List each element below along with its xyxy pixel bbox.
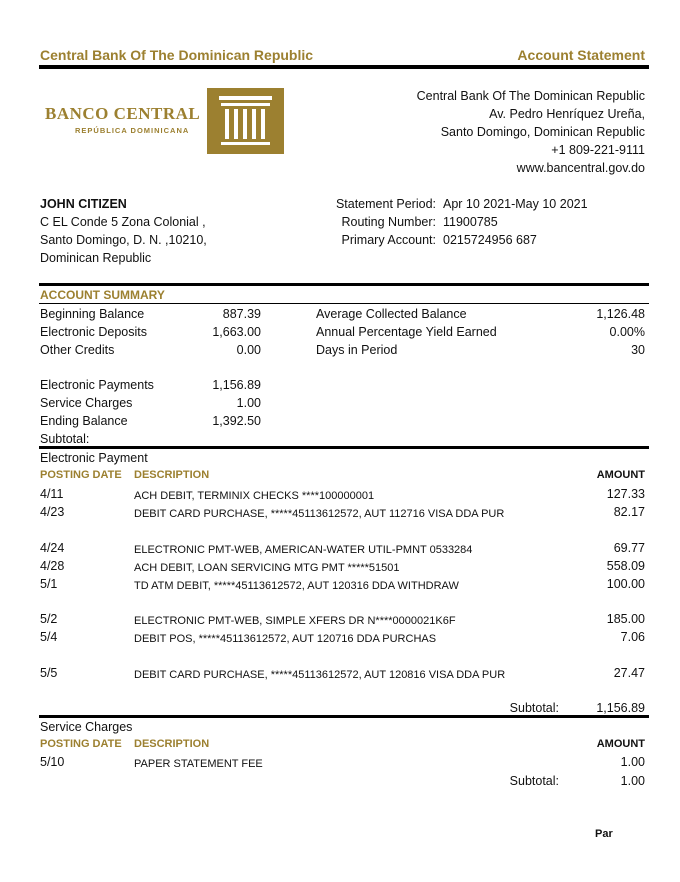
summary-label: Other Credits (40, 343, 115, 357)
description: DEBIT CARD PURCHASE, *****45113612572, AUT 112716 VISA DDA PUR (134, 508, 505, 520)
document-title: Account Statement (517, 47, 645, 63)
subtotal-value: 1.00 (620, 774, 645, 788)
electronic-section-title: Electronic Payment (40, 451, 148, 465)
amount: 100.00 (606, 577, 645, 591)
posting-date: 4/11 (40, 487, 64, 501)
summary-value: 1,392.50 (212, 414, 261, 428)
posting-date: 5/5 (40, 666, 58, 680)
posting-date: 5/2 (40, 612, 58, 626)
description: TD ATM DEBIT, *****45113612572, AUT 120316 DDA WITHDRAW (134, 580, 459, 592)
summary-label: Service Charges (40, 396, 133, 410)
customer-address-line: Santo Domingo, D. N. ,10210, (40, 233, 207, 247)
customer-block (40, 195, 207, 267)
col-amount: AMOUNT (596, 469, 645, 481)
customer-address-line: C EL Conde 5 Zona Colonial , (40, 215, 206, 229)
description: ELECTRONIC PMT-WEB, AMERICAN-WATER UTIL-PMNT 0533284 (134, 544, 473, 556)
summary-label: Annual Percentage Yield Earned (316, 325, 497, 339)
amount: 69.77 (613, 541, 645, 555)
bank-title: Central Bank Of The Dominican Republic (40, 47, 314, 63)
service-subtotal-row (0, 772, 680, 790)
summary-label: Electronic Payments (40, 378, 154, 392)
table-row (0, 610, 680, 628)
bank-address-line: Santo Domingo, Dominican Republic (440, 125, 645, 139)
summary-title-rule (39, 303, 649, 304)
logo-subtitle: REPÚBLICA DOMINICANA (75, 126, 190, 135)
service-section-title: Service Charges (40, 720, 133, 734)
subtotal-value: 1,156.89 (596, 701, 645, 715)
summary-top-rule (39, 283, 649, 286)
statement-period-label: Statement Period: (335, 197, 436, 211)
summary-value: 887.39 (222, 307, 261, 321)
bank-address-line: Central Bank Of The Dominican Republic (416, 89, 645, 103)
account-summary-title: ACCOUNT SUMMARY (40, 288, 165, 302)
table-row (0, 575, 680, 593)
description: DEBIT POS, *****45113612572, AUT 120716 DDA PURCHAS (134, 633, 437, 645)
table-row (0, 539, 680, 557)
table-row (0, 503, 680, 521)
subtotal-label: Subtotal: (509, 774, 559, 788)
bank-website: www.bancentral.gov.do (516, 161, 645, 175)
table-row (0, 557, 680, 575)
summary-value: 30 (631, 343, 645, 357)
page-label: Par (595, 828, 613, 840)
table-row (0, 664, 680, 682)
col-amount: AMOUNT (596, 738, 645, 750)
description: ACH DEBIT, LOAN SERVICING MTG PMT *****51501 (134, 562, 400, 574)
col-posting-date: POSTING DATE (40, 738, 122, 750)
posting-date: 4/24 (40, 541, 65, 555)
summary-value: 1,156.89 (212, 378, 261, 392)
summary-value: 1,126.48 (596, 307, 645, 321)
logo-name: BANCO CENTRAL (45, 104, 201, 123)
table-row (0, 485, 680, 503)
logo (45, 104, 200, 135)
summary-label: Electronic Deposits (40, 325, 147, 339)
description: PAPER STATEMENT FEE (134, 758, 263, 770)
summary-label: Days in Period (316, 343, 398, 357)
amount: 185.00 (606, 612, 645, 626)
summary-value: 0.00% (609, 325, 645, 339)
description: ACH DEBIT, TERMINIX CHECKS ****100000001 (134, 490, 375, 502)
col-description: DESCRIPTION (134, 738, 210, 750)
summary-value: 1.00 (236, 396, 261, 410)
summary-label: Subtotal: (40, 432, 90, 446)
summary-label: Average Collected Balance (316, 307, 467, 321)
bank-phone: +1 809-221-9111 (551, 143, 645, 157)
primary-account-label: Primary Account: (341, 233, 436, 247)
summary-label: Beginning Balance (40, 307, 145, 321)
subtotal-label: Subtotal: (509, 701, 559, 715)
description: DEBIT CARD PURCHASE, *****45113612572, AUT 120816 VISA DDA PUR (134, 669, 506, 681)
amount: 82.17 (613, 505, 645, 519)
posting-date: 4/23 (40, 505, 65, 519)
statement-info (300, 195, 640, 249)
summary-value: 1,663.00 (212, 325, 261, 339)
header-rule (39, 65, 649, 69)
routing-number-value: 11900785 (443, 215, 498, 229)
posting-date: 5/4 (40, 630, 58, 644)
amount: 127.33 (606, 487, 645, 501)
posting-date: 4/28 (40, 559, 65, 573)
bank-address (417, 87, 645, 177)
bank-address-line: Av. Pedro Henríquez Ureña, (489, 107, 645, 121)
routing-number-label: Routing Number: (341, 215, 436, 229)
col-posting-date: POSTING DATE (40, 469, 122, 481)
posting-date: 5/10 (40, 755, 65, 769)
amount: 7.06 (620, 630, 645, 644)
summary-value: 0.00 (236, 343, 261, 357)
amount: 558.09 (606, 559, 645, 573)
statement-period-value: Apr 10 2021-May 10 2021 (443, 197, 588, 211)
description: ELECTRONIC PMT-WEB, SIMPLE XFERS DR N****0000021K6F (134, 615, 456, 627)
summary-label: Ending Balance (40, 414, 128, 428)
col-description: DESCRIPTION (134, 469, 210, 481)
bank-building-icon (207, 88, 284, 154)
customer-address-line: Dominican Republic (40, 251, 152, 265)
primary-account-value: 0215724956 687 (443, 233, 537, 247)
amount: 1.00 (620, 755, 645, 769)
table-row (0, 753, 680, 771)
posting-date: 5/1 (40, 577, 58, 591)
amount: 27.47 (613, 666, 645, 680)
customer-name: JOHN CITIZEN (40, 197, 127, 211)
table-row (0, 628, 680, 646)
